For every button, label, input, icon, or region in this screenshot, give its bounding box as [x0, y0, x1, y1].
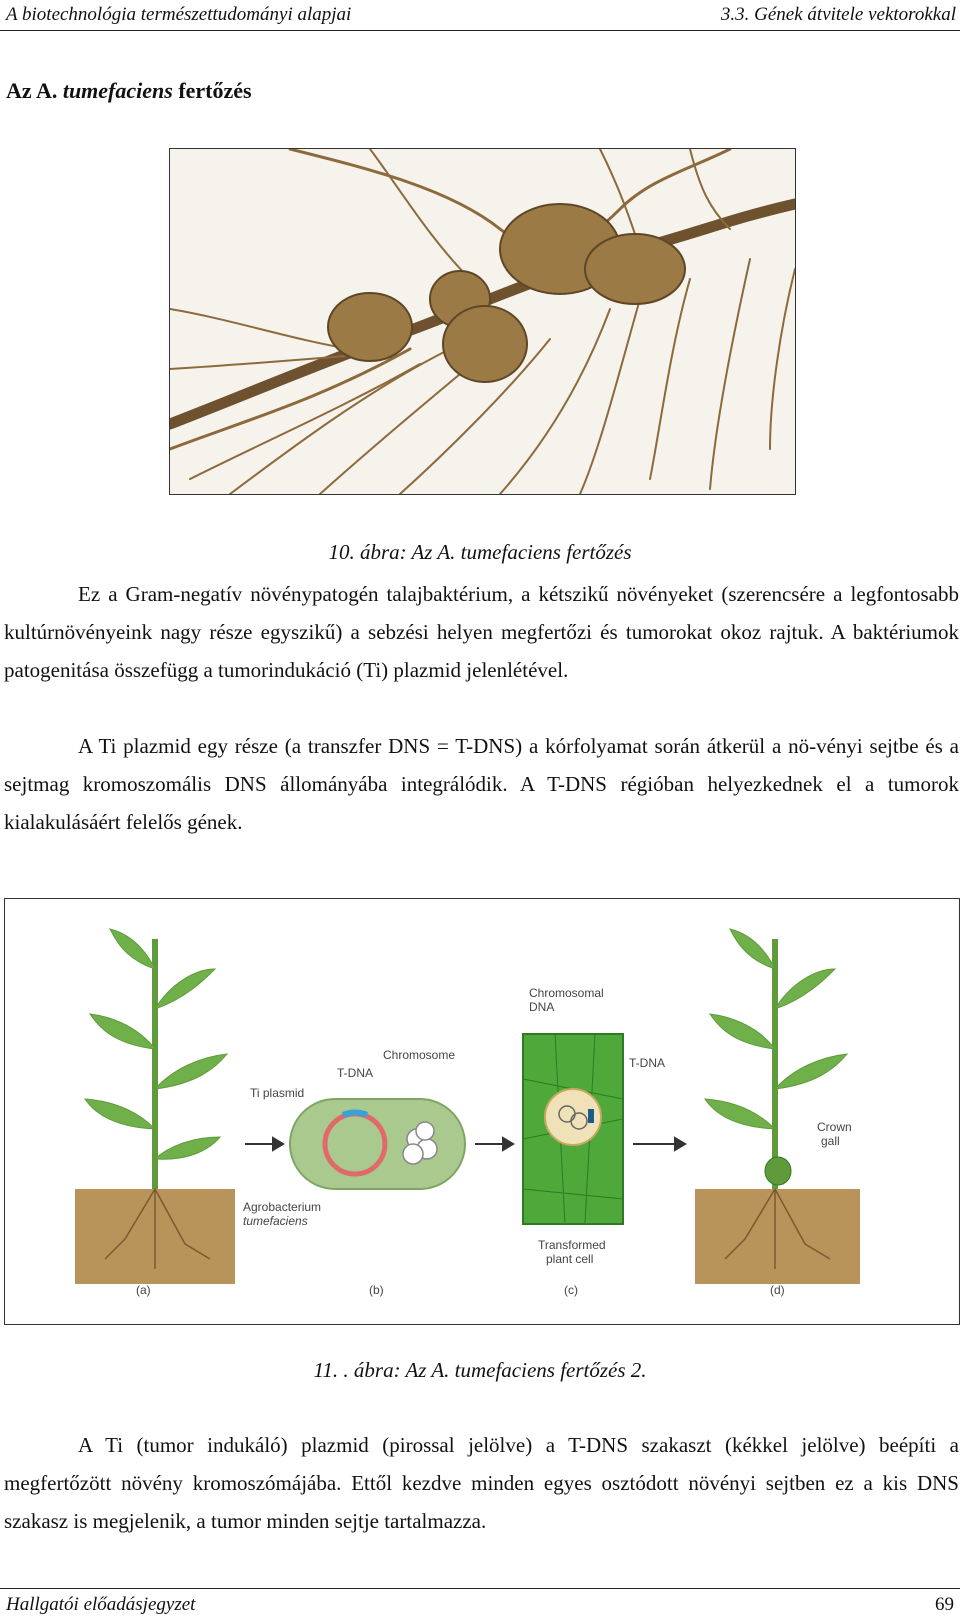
paragraph-2: A Ti plazmid egy része (a transzfer DNS = T-DNS) a kórfolyamat során átkerül a nö-vényi sejtbe és a sejtmag kromoszomális DNS állományába integrálódik. A T-DNS régióban helyezkednek el a tumorok kialakulásáért felelős gének. [4, 734, 959, 834]
paragraph-3: A Ti (tumor indukáló) plazmid (pirossal jelölve) a T-DNS szakaszt (kékkel jelölve) beépíti a megfertőzött növény kromoszómájába. Ettől kezdve minden egyes osztódott növényi sejtben ez a kis DNS szakasz is megjelenik, a tumor minden sejtje tartalmazza. [4, 1433, 959, 1533]
label-transformed: Transformed [538, 1238, 606, 1252]
label-plant-cell: plant cell [546, 1252, 594, 1266]
t-dna-segment-c [588, 1109, 594, 1123]
soil-d [695, 1189, 860, 1284]
infection-diagram [4, 898, 960, 1325]
section-title: Az A. tumefaciens fertőzés [6, 78, 252, 103]
page-footer [0, 1588, 960, 1617]
plant-d [705, 929, 847, 1189]
label-b: (b) [369, 1283, 384, 1297]
page-header [0, 0, 960, 31]
label-gall: gall [821, 1134, 840, 1148]
bacterium [290, 1099, 465, 1189]
label-tumefaciens: tumefaciens [243, 1214, 308, 1228]
footer-left: Hallgatói előadásjegyzet [6, 1594, 196, 1615]
header-left: A biotechnológia természettudományi alapjai [6, 4, 352, 25]
label-dna: DNA [529, 1000, 555, 1014]
figure2-caption: 11. . ábra: Az A. tumefaciens fertőzés 2. [313, 1358, 647, 1382]
label-agrobacterium: Agrobacterium [243, 1200, 322, 1214]
label-d: (d) [770, 1283, 785, 1297]
label-a: (a) [136, 1283, 151, 1297]
header-right: 3.3. Gének átvitele vektorokkal [720, 4, 956, 25]
label-ti-plasmid: Ti plasmid [250, 1086, 305, 1100]
crown-gall [765, 1157, 791, 1185]
label-tdna-b: T-DNA [337, 1066, 373, 1080]
plant-a [85, 929, 227, 1189]
t-dna-segment-b [343, 1112, 367, 1115]
label-chromosome: Chromosome [383, 1048, 456, 1062]
label-tdna-c: T-DNA [629, 1056, 665, 1070]
label-chromosomal: Chromosomal [529, 986, 604, 1000]
paragraph-1: Ez a Gram-negatív növénypatogén talajbaktérium, a kétszikű növényeket (szerencsére a legfontosabb kultúrnövényeink nagy része egyszikű) a sebzési helyen megfertőzi és tumorokat okoz rajtuk. A baktériumok patogenitása összefügg a tumorindukáció (Ti) plazmid jelenlétével. [4, 582, 959, 682]
figure1-caption: 10. ábra: Az A. tumefaciens fertőzés [328, 540, 632, 564]
page-number: 69 [935, 1594, 954, 1615]
label-c: (c) [564, 1283, 578, 1297]
root-gall-photo [169, 148, 796, 495]
label-crown: Crown [817, 1120, 852, 1134]
